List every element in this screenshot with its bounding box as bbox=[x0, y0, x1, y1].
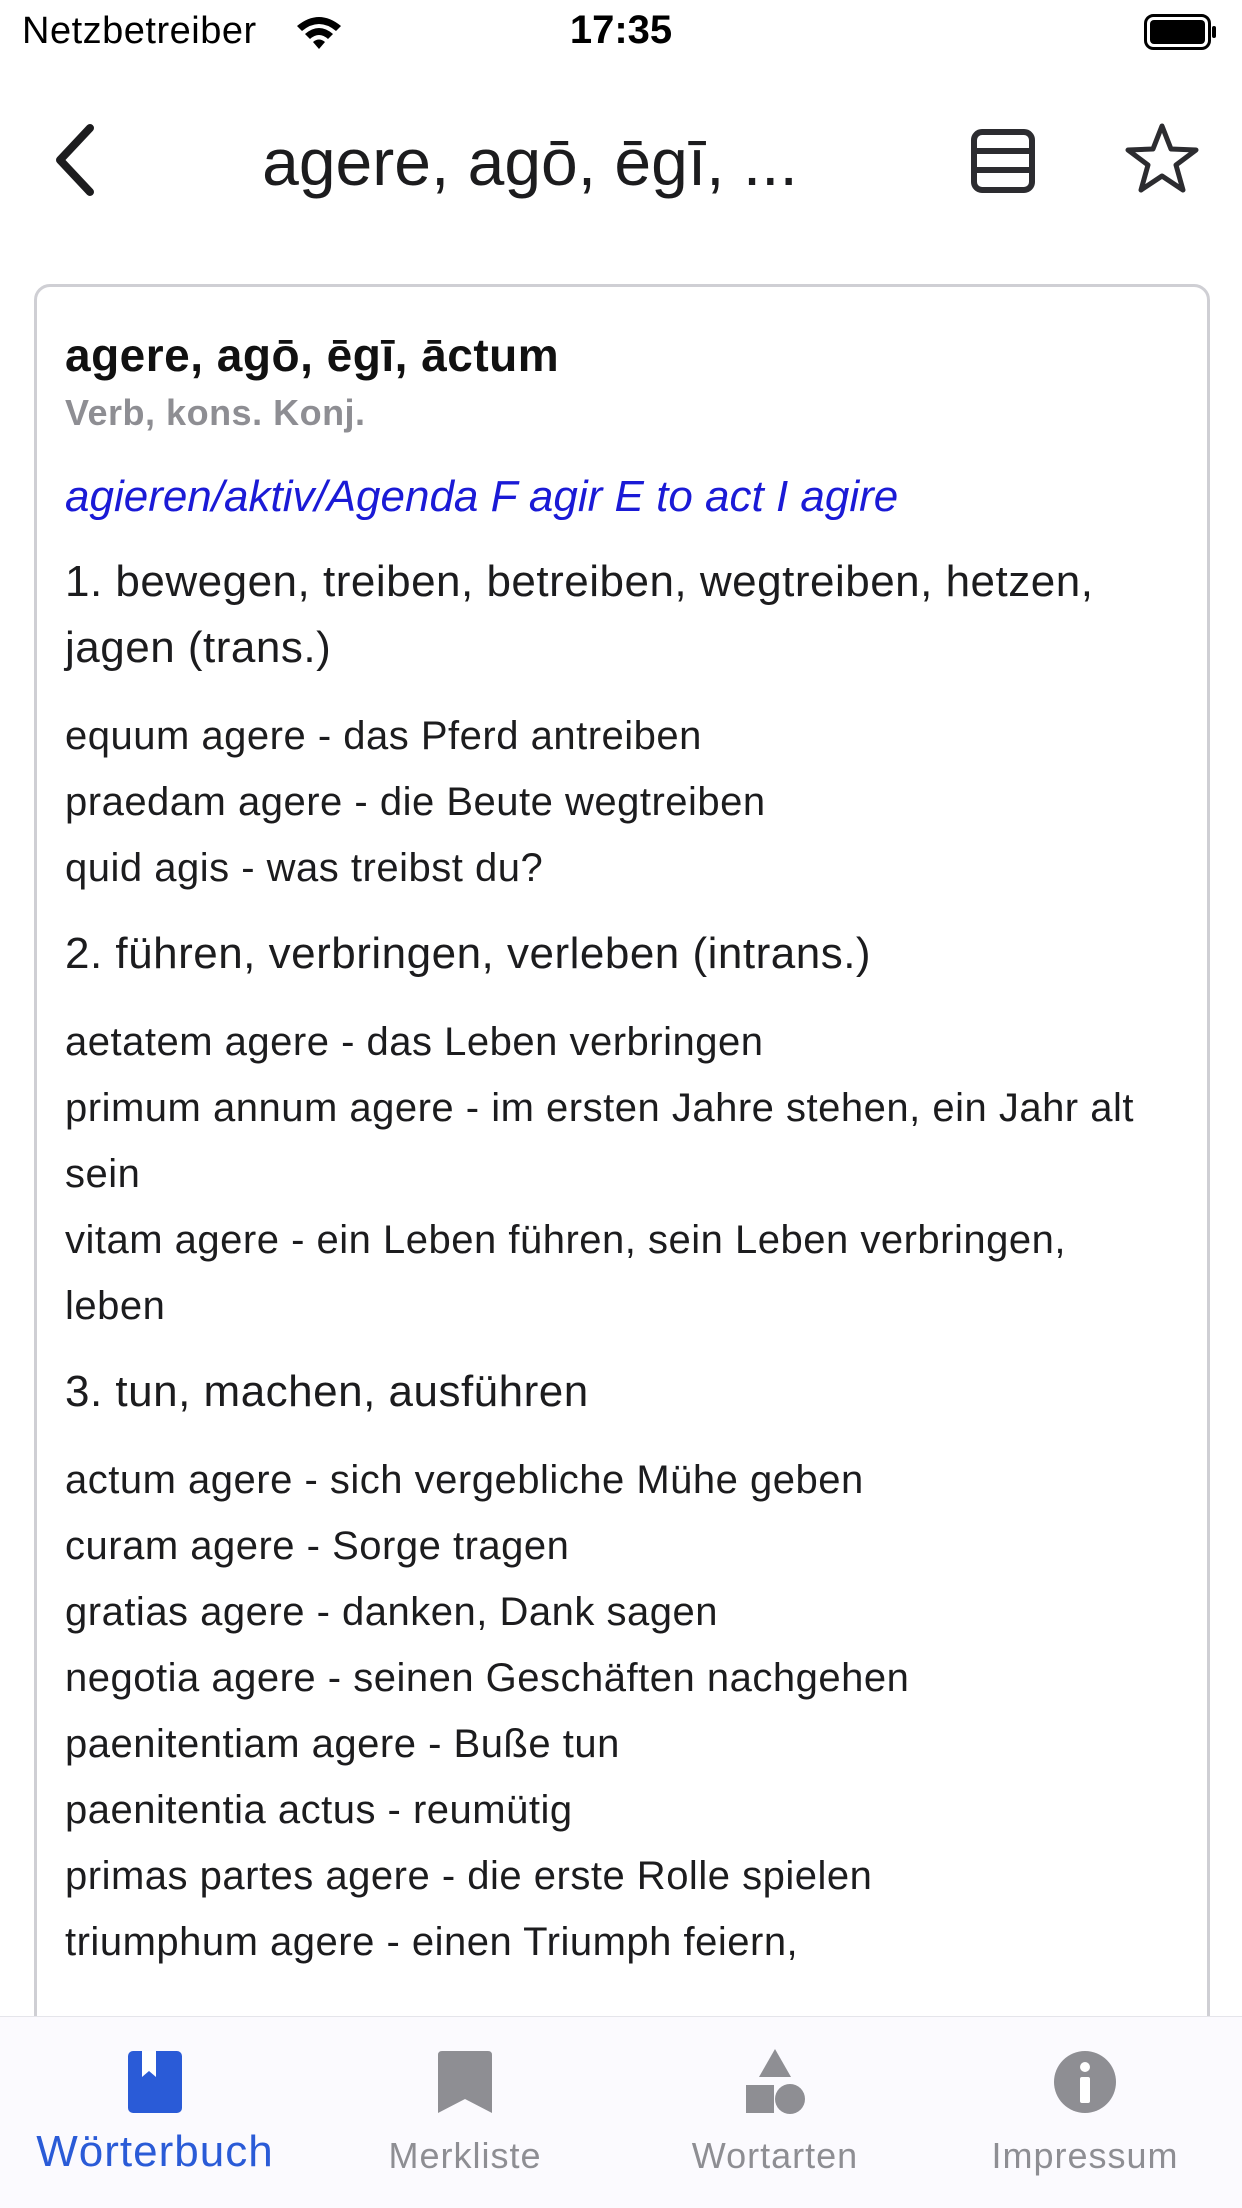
example-item: quid agis - was treibst du? bbox=[65, 846, 544, 890]
example-item: paenitentia actus - reumütig bbox=[65, 1788, 573, 1832]
status-bar bbox=[0, 0, 1242, 66]
tab-woerterbuch[interactable] bbox=[0, 2017, 310, 2208]
list-icon[interactable] bbox=[966, 124, 1040, 198]
info-icon bbox=[1052, 2047, 1118, 2117]
sense-definition: 2. führen, verbringen, verleben (intrans.) bbox=[65, 929, 872, 978]
example-item: negotia agere - seinen Geschäften nachgehen bbox=[65, 1656, 910, 1700]
example-item: equum agere - das Pferd antreiben bbox=[65, 714, 702, 758]
battery-icon bbox=[1144, 14, 1218, 50]
example-item: aetatem agere - das Leben verbringen bbox=[65, 1020, 764, 1064]
tab-label: Impressum bbox=[991, 2135, 1179, 2176]
carrier-label: Netzbetreiber bbox=[22, 10, 257, 52]
chevron-left-icon[interactable] bbox=[42, 120, 112, 200]
example-item: curam agere - Sorge tragen bbox=[65, 1524, 570, 1568]
sense-definition: 1. bewegen, treiben, betreiben, wegtreiben, hetzen, jagen (trans.) bbox=[65, 557, 1094, 672]
tab-label: Merkliste bbox=[388, 2135, 542, 2176]
part-of-speech: Verb, kons. Konj. bbox=[65, 392, 366, 433]
example-item: primum annum agere - im ersten Jahre stehen, ein Jahr alt sein bbox=[65, 1086, 1134, 1196]
bookmark-icon bbox=[432, 2047, 498, 2117]
tab-merkliste[interactable] bbox=[310, 2017, 620, 2208]
tab-label: Wortarten bbox=[691, 2135, 859, 2176]
example-item: actum agere - sich vergebliche Mühe geben bbox=[65, 1458, 864, 1502]
page-title: agere, agō, ēgī, ... bbox=[262, 125, 798, 199]
clock: 17:35 bbox=[569, 8, 673, 52]
shapes-icon bbox=[742, 2047, 808, 2117]
tab-wortarten[interactable] bbox=[620, 2017, 930, 2208]
example-item: gratias agere - danken, Dank sagen bbox=[65, 1590, 718, 1634]
nav-bar bbox=[0, 100, 1242, 220]
star-outline-icon[interactable] bbox=[1124, 120, 1200, 196]
example-item: primas partes agere - die erste Rolle spielen bbox=[65, 1854, 873, 1898]
example-item: vitam agere - ein Leben führen, sein Leben verbringen, leben bbox=[65, 1218, 1066, 1328]
etymology: agieren/aktiv/Agenda F agir E to act I agire bbox=[65, 472, 899, 521]
entry-card bbox=[34, 284, 1210, 2044]
entry-headword: agere, agō, ēgī, āctum bbox=[65, 329, 560, 381]
sense-definition: 3. tun, machen, ausführen bbox=[65, 1367, 589, 1416]
example-item: triumphum agere - einen Triumph feiern, bbox=[65, 1920, 799, 1964]
tab-label: Wörterbuch bbox=[36, 2127, 274, 2176]
example-item: paenitentiam agere - Buße tun bbox=[65, 1722, 620, 1766]
tab-impressum[interactable] bbox=[930, 2017, 1240, 2208]
example-list bbox=[65, 703, 1175, 901]
example-list bbox=[65, 1009, 1175, 1339]
example-item: praedam agere - die Beute wegtreiben bbox=[65, 780, 766, 824]
book-icon bbox=[122, 2047, 188, 2117]
tab-bar bbox=[0, 2016, 1242, 2208]
entry-content bbox=[65, 323, 1175, 1975]
example-list bbox=[65, 1447, 1175, 1975]
